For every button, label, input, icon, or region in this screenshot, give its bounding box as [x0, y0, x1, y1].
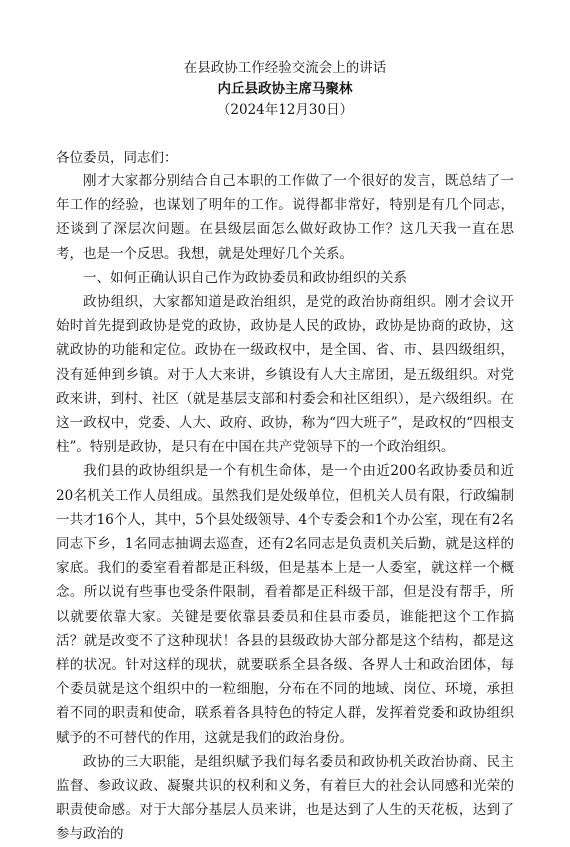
document-date: （2024年12月30日）: [216, 102, 354, 118]
paragraph-intro: 刚才大家都分别结合自己本职的工作做了一个很好的发言，既总结了一年工作的经验，也谋划了明年的工作。说得都非常好，特别是有几个同志，还谈到了深层次问题。在县级层面怎么做好政协工作？这几天我一直在思考，也是一个反思。我想，就是处理好几个关系。: [56, 173, 514, 262]
document-author: 内丘县政协主席马聚林: [217, 81, 353, 97]
section-heading: 一、如何正确认识自己作为政协委员和政协组织的关系: [83, 269, 407, 286]
paragraph-body: 政协的三大职能，是组织赋予我们每名委员和政协机关政治协商、民主监督、参政议政、凝聚共识的权利和义务，有着巨大的社会认同感和光荣的职责使命感。对于大部分基层人员来讲，也是达到了人生的天花板，达到了参与政治的: [56, 753, 514, 843]
paragraph-body: 我们县的政协组织是一个有机生命体，是一个由近200名政协委员和近20名机关工作人员组成。虽然我们是处级单位，但机关人员有限，行政编制一共才16个人，其中，5个县处级领导、4个专委会和1个办公室，现在有2名同志下乡，1名同志抽调去巡查，还有2名同志是负责机关后勤，就是这样的家底。我们的委室看着都是正科级，但是基本上是一人委室，就这样一个概念。所以说有些事也受条件限制，看着都是正科级干部，但是没有帮手，所以就要依靠大家。关键是要依靠县委员和住县市委员，谁能把这个工作搞活？就是改变不了这种现状！各县的县级政协大部分都是这个结构，都是这样的状况。针对这样的现状，就要联系全县各级、各界人士和政治团体，每个委员就是这个组织中的一粒细胞，分布在不同的地域、岗位、环境，承担着不同的职责和使命，联系着各具特色的特定人群，发挥着党委和政协组织赋予的不可替代的作用，这就是我们的政治身份。: [56, 463, 514, 746]
paragraph-body: 政协组织，大家都知道是政治组织，是党的政治协商组织。刚才会议开始时首先提到政协是党的政协，政协是人民的政协，政协是协商的政协，这就政协的功能和定位。政协在一级政权中，是全国、省、市、县四级组织，没有延伸到乡镇。对于人大来讲，乡镇设有人大主席团，是五级组织。对党政来讲，到村、社区（就是基层支部和村委会和社区组织），是六级组织。在这一政权中，党委、人大、政府、政协，称为“四大班子”，是政权的“四根支柱”。特别是政协，是只有在中国在共产党领导下的一个政治组织。: [56, 294, 514, 456]
salutation: 各位委员，同志们：: [56, 150, 178, 166]
document-title: 在县政协工作经验交流会上的讲话: [183, 60, 387, 76]
